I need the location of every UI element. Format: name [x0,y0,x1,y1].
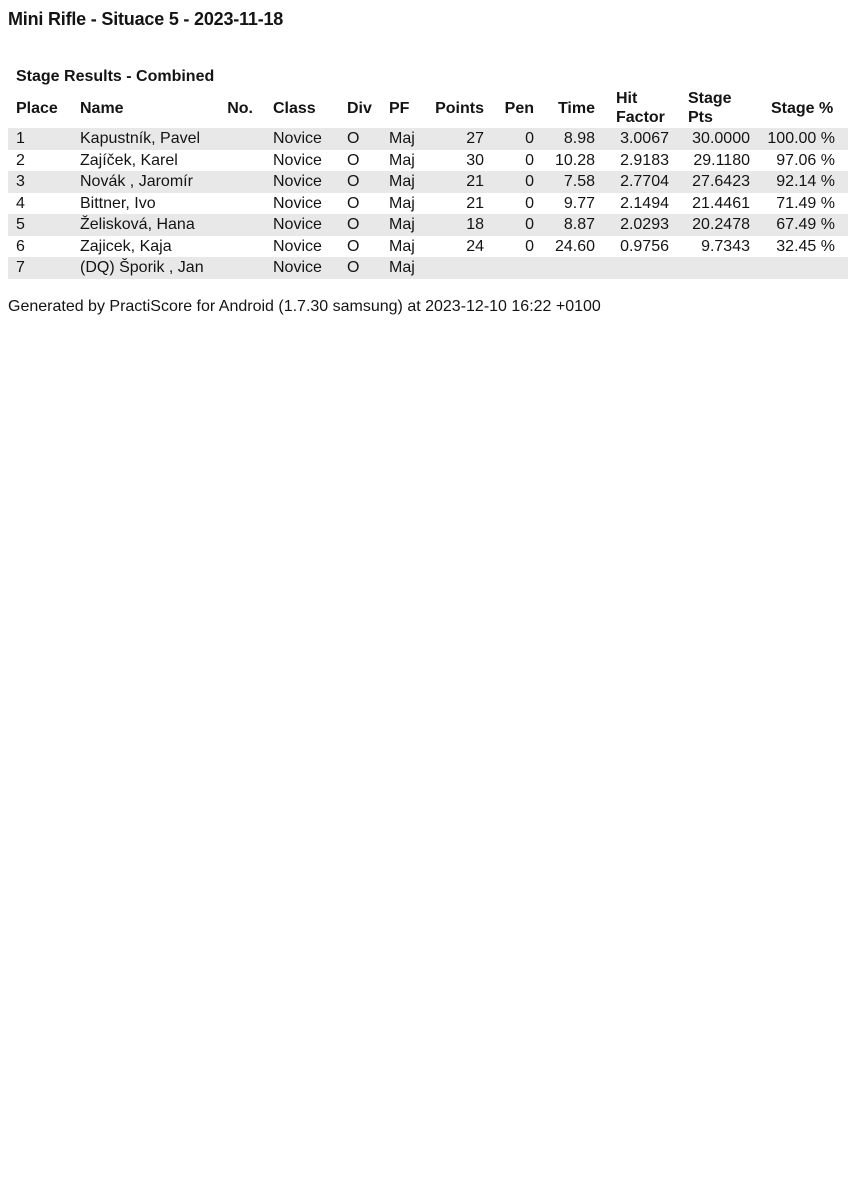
cell-stage-pts: 21.4461 [692,194,750,212]
cell-class: Novice [273,259,322,276]
generated-by-note: Generated by PractiScore for Android (1.7.30 samsung) at 2023-12-10 16:22 +0100 [8,297,601,315]
table-row [8,257,848,279]
column-header-stage-pct: Stage % [771,99,834,117]
cell-points: 27 [466,130,484,147]
cell-name: Kapustník, Pavel [80,130,201,147]
cell-pen: 0 [525,130,534,147]
table-body [8,128,848,279]
cell-points: 21 [466,173,484,190]
cell-hit-factor: 2.7704 [620,173,669,190]
cell-stage-pct [758,257,848,279]
cell-pen: 0 [525,194,534,212]
cell-no [220,171,265,193]
cell-div: O [347,173,360,190]
table-row [8,171,848,193]
cell-pf: Maj [389,216,415,233]
cell-time: 10.28 [554,151,595,169]
cell-name: Bittner, Ivo [80,194,156,212]
table-header-row [8,88,848,128]
cell-pen: 0 [525,151,534,169]
cell-class: Novice [273,194,322,212]
cell-pf: Maj [389,151,415,169]
column-header-time: Time [557,99,595,117]
column-header-class: Class [273,99,316,117]
cell-place: 2 [16,151,25,169]
cell-pf: Maj [389,194,415,212]
cell-stage-pct: 97.06 % [776,151,835,169]
cell-place: 6 [16,237,25,255]
report-title: Mini Rifle - Situace 5 - 2023-11-18 [8,9,284,29]
cell-stage-pts: 20.2478 [692,216,750,233]
cell-points: 24 [466,237,484,255]
cell-place: 7 [16,259,25,276]
cell-no [220,150,265,172]
cell-no [220,257,265,279]
cell-div: O [347,130,360,147]
cell-stage-pts [677,257,758,279]
column-header-hit-factor: Hit Factor [616,90,665,126]
cell-points: 30 [466,151,484,169]
cell-no [220,236,265,258]
cell-place: 1 [16,130,25,147]
cell-name: Želisková, Hana [80,216,195,233]
cell-points: 18 [466,216,484,233]
cell-pen: 0 [525,173,534,190]
cell-pen [492,257,542,279]
cell-pen: 0 [525,216,534,233]
cell-no [220,128,265,150]
cell-stage-pct: 32.45 % [776,237,835,255]
section-title: Stage Results - Combined [16,68,215,85]
cell-points [431,257,492,279]
cell-stage-pts: 27.6423 [692,173,750,190]
cell-hit-factor: 0.9756 [620,237,669,255]
cell-stage-pts: 9.7343 [701,237,750,255]
column-header-place: Place [16,99,58,117]
column-header-pf: PF [389,99,410,117]
column-header-no: No. [227,99,253,117]
cell-class: Novice [273,130,322,147]
cell-no [220,214,265,236]
cell-hit-factor [603,257,677,279]
column-header-div: Div [347,99,372,117]
cell-div: O [347,259,360,276]
cell-pen: 0 [525,237,534,255]
cell-pf: Maj [389,130,415,147]
cell-div: O [347,237,360,255]
cell-pf: Maj [389,173,415,190]
column-header-stage-pts: Stage Pts [688,90,732,126]
cell-name: (DQ) Šporik , Jan [80,259,204,276]
cell-stage-pct: 67.49 % [776,216,835,233]
cell-time: 8.98 [563,130,595,147]
cell-place: 4 [16,194,25,212]
cell-class: Novice [273,216,322,233]
column-header-pen: Pen [504,99,534,117]
cell-pf: Maj [389,237,415,255]
cell-hit-factor: 2.1494 [620,194,669,212]
cell-name: Zajicek, Kaja [80,237,172,255]
cell-div: O [347,216,360,233]
cell-hit-factor: 2.0293 [620,216,669,233]
cell-no [220,193,265,215]
cell-class: Novice [273,151,322,169]
cell-hit-factor: 2.9183 [620,151,669,169]
cell-class: Novice [273,237,322,255]
cell-time: 24.60 [554,237,595,255]
cell-stage-pct: 92.14 % [776,173,835,190]
column-header-points: Points [435,99,484,117]
cell-class: Novice [273,173,322,190]
cell-time: 9.77 [563,194,595,212]
column-header-name: Name [80,99,124,117]
cell-name: Novák , Jaromír [80,173,193,190]
cell-stage-pts: 29.1180 [693,151,750,169]
cell-stage-pct: 71.49 % [776,194,835,212]
cell-hit-factor: 3.0067 [620,130,669,147]
cell-time: 7.58 [563,173,595,190]
cell-time [542,257,603,279]
cell-stage-pct: 100.00 % [767,130,835,147]
cell-div: O [347,151,360,169]
table-row [8,214,848,236]
cell-name: Zajíček, Karel [80,151,178,169]
table-row [8,193,848,215]
cell-stage-pts: 30.0000 [692,130,750,147]
cell-points: 21 [466,194,484,212]
table-row [8,150,848,172]
table-row [8,128,848,150]
table-header [8,88,848,128]
table-row [8,236,848,258]
stage-results-table [8,88,848,279]
cell-place: 3 [16,173,25,190]
cell-place: 5 [16,216,25,233]
cell-div: O [347,194,360,212]
cell-time: 8.87 [563,216,595,233]
cell-pf: Maj [389,259,415,276]
